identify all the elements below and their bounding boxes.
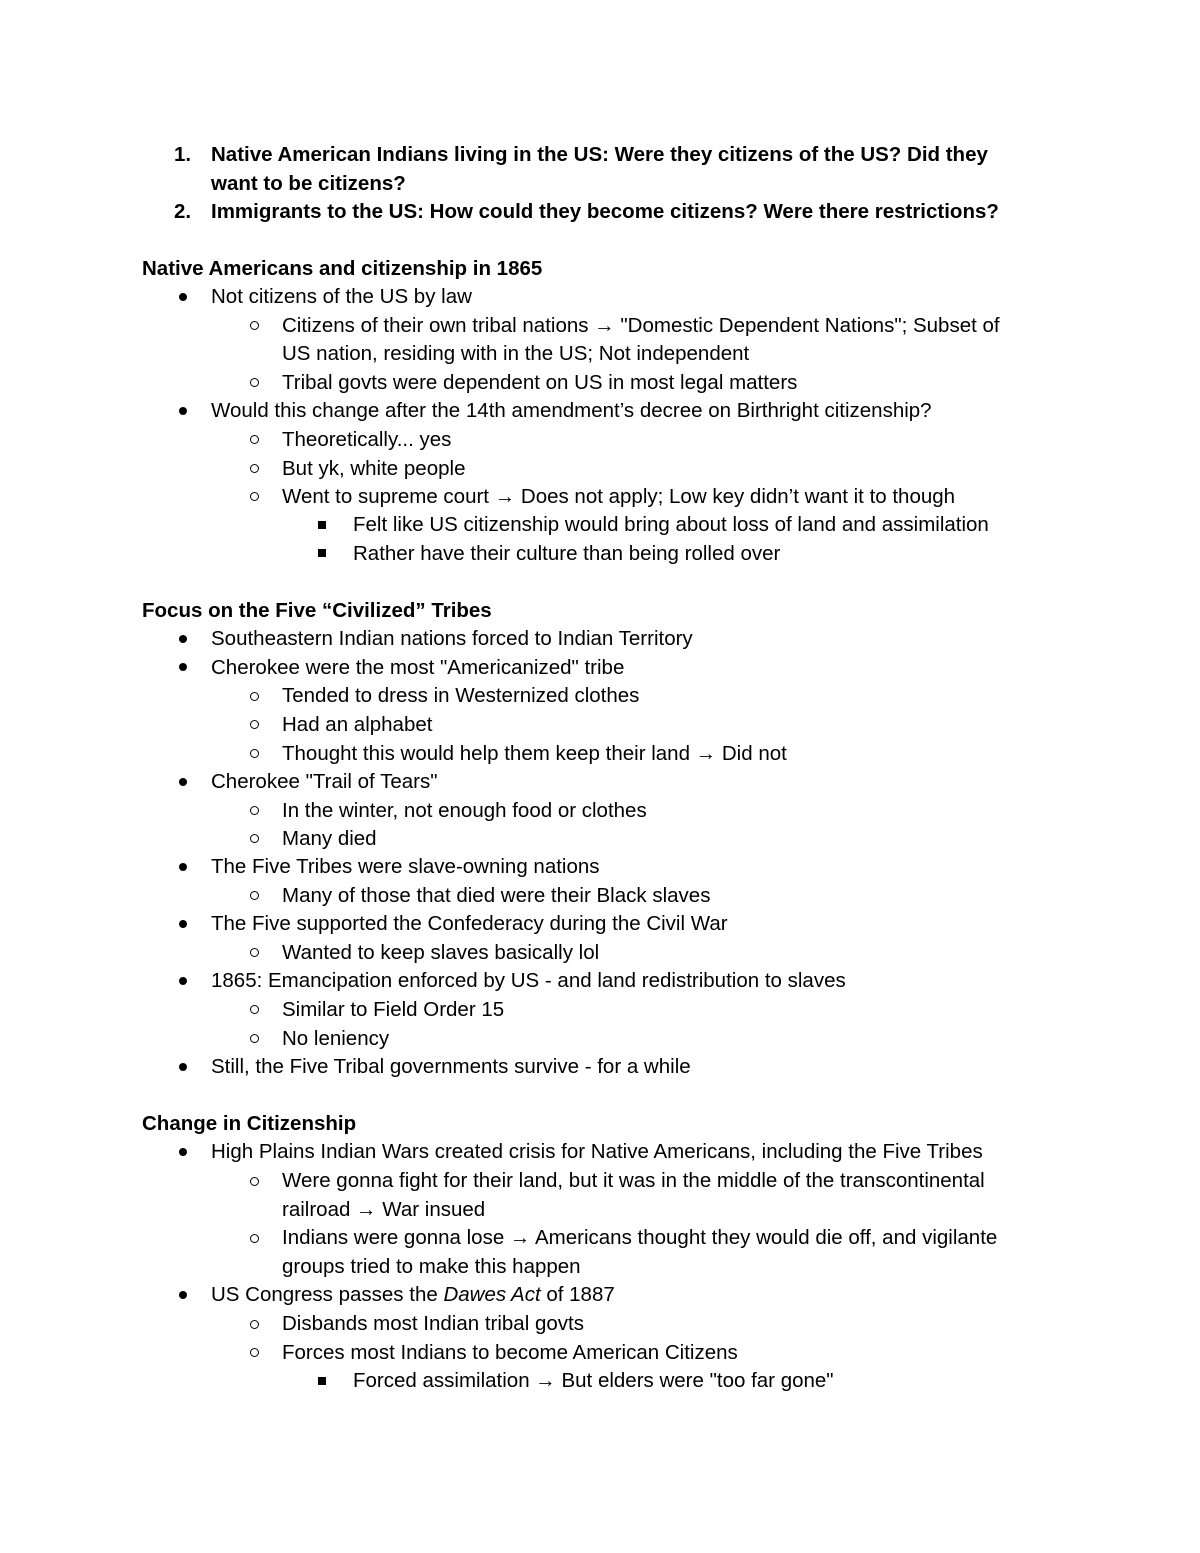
circle-bullet-icon (250, 1177, 259, 1186)
list-item: Went to supreme court → Does not apply; Low key didn’t want it to though (282, 485, 956, 508)
list-item: Indians were gonna lose → Americans thought they would die off, and vigilante (282, 1226, 998, 1249)
list-item: Not citizens of the US by law (211, 285, 472, 308)
square-bullet-icon (318, 1377, 326, 1385)
list-item: Felt like US citizenship would bring about loss of land and assimilation (353, 513, 989, 536)
list-item: No leniency (282, 1027, 390, 1050)
circle-bullet-icon (250, 1348, 259, 1357)
bullet-icon (179, 1148, 187, 1156)
act-name: Dawes Act (443, 1283, 541, 1306)
list-item: Tribal govts were dependent on US in most legal matters (282, 371, 798, 394)
list-number: 1. (174, 143, 192, 166)
circle-bullet-icon (250, 1005, 259, 1014)
list-item: Would this change after the 14th amendment’s decree on Birthright citizenship? (211, 399, 932, 422)
circle-bullet-icon (250, 1034, 259, 1043)
list-item-continued: US nation, residing with in the US; Not independent (282, 342, 750, 365)
list-item-text: of 1887 (540, 1283, 615, 1306)
list-item: Similar to Field Order 15 (282, 998, 505, 1021)
list-item: Cherokee were the most "Americanized" tribe (211, 656, 625, 679)
list-item: Disbands most Indian tribal govts (282, 1312, 584, 1335)
list-item: Wanted to keep slaves basically lol (282, 941, 600, 964)
section-heading: Change in Citizenship (142, 1112, 357, 1135)
question-1-line-2: want to be citizens? (211, 172, 406, 195)
list-item: Theoretically... yes (282, 428, 452, 451)
bullet-icon (179, 407, 187, 415)
circle-bullet-icon (250, 749, 259, 758)
list-item: 1865: Emancipation enforced by US - and land redistribution to slaves (211, 969, 846, 992)
question-1-line-1: Native American Indians living in the US: Were they citizens of the US? Did they (211, 143, 988, 166)
list-item: But yk, white people (282, 457, 466, 480)
question-2: Immigrants to the US: How could they become citizens? Were there restrictions? (211, 200, 999, 223)
circle-bullet-icon (250, 435, 259, 444)
bullet-icon (179, 977, 187, 985)
list-item: Southeastern Indian nations forced to Indian Territory (211, 627, 693, 650)
bullet-icon (179, 920, 187, 928)
list-item: Still, the Five Tribal governments survive - for a while (211, 1055, 691, 1078)
list-item: Forced assimilation → But elders were "too far gone" (353, 1369, 834, 1392)
list-item: In the winter, not enough food or clothes (282, 799, 647, 822)
bullet-icon (179, 863, 187, 871)
bullet-icon (179, 635, 187, 643)
list-item: Forces most Indians to become American Citizens (282, 1341, 738, 1364)
list-item: Were gonna fight for their land, but it was in the middle of the transcontinental (282, 1169, 985, 1192)
list-item: Had an alphabet (282, 713, 433, 736)
list-item: Citizens of their own tribal nations → "Domestic Dependent Nations"; Subset of (282, 314, 1000, 337)
section-heading: Focus on the Five “Civilized” Tribes (142, 599, 492, 622)
list-item: The Five Tribes were slave-owning nations (211, 855, 600, 878)
bullet-icon (179, 663, 187, 671)
circle-bullet-icon (250, 321, 259, 330)
bullet-icon (179, 1063, 187, 1071)
list-item: Many of those that died were their Black slaves (282, 884, 711, 907)
list-item: Cherokee "Trail of Tears" (211, 770, 438, 793)
bullet-icon (179, 1291, 187, 1299)
circle-bullet-icon (250, 692, 259, 701)
bullet-icon (179, 778, 187, 786)
circle-bullet-icon (250, 891, 259, 900)
list-item: Tended to dress in Westernized clothes (282, 684, 640, 707)
circle-bullet-icon (250, 378, 259, 387)
circle-bullet-icon (250, 1234, 259, 1243)
list-item: Thought this would help them keep their land → Did not (282, 742, 787, 765)
section-heading: Native Americans and citizenship in 1865 (142, 257, 543, 280)
circle-bullet-icon (250, 464, 259, 473)
square-bullet-icon (318, 549, 326, 557)
list-item: High Plains Indian Wars created crisis for Native Americans, including the Five Tribes (211, 1140, 983, 1163)
list-item: Rather have their culture than being rolled over (353, 542, 781, 565)
list-item: The Five supported the Confederacy during the Civil War (211, 912, 728, 935)
list-item-continued: groups tried to make this happen (282, 1255, 581, 1278)
square-bullet-icon (318, 521, 326, 529)
list-item: Many died (282, 827, 377, 850)
circle-bullet-icon (250, 948, 259, 957)
circle-bullet-icon (250, 806, 259, 815)
circle-bullet-icon (250, 834, 259, 843)
circle-bullet-icon (250, 492, 259, 501)
list-item (211, 1281, 615, 1309)
list-item-text: US Congress passes the (211, 1283, 444, 1306)
list-number: 2. (174, 200, 192, 223)
list-item-continued: railroad → War insued (282, 1198, 486, 1221)
circle-bullet-icon (250, 1320, 259, 1329)
bullet-icon (179, 293, 187, 301)
circle-bullet-icon (250, 720, 259, 729)
